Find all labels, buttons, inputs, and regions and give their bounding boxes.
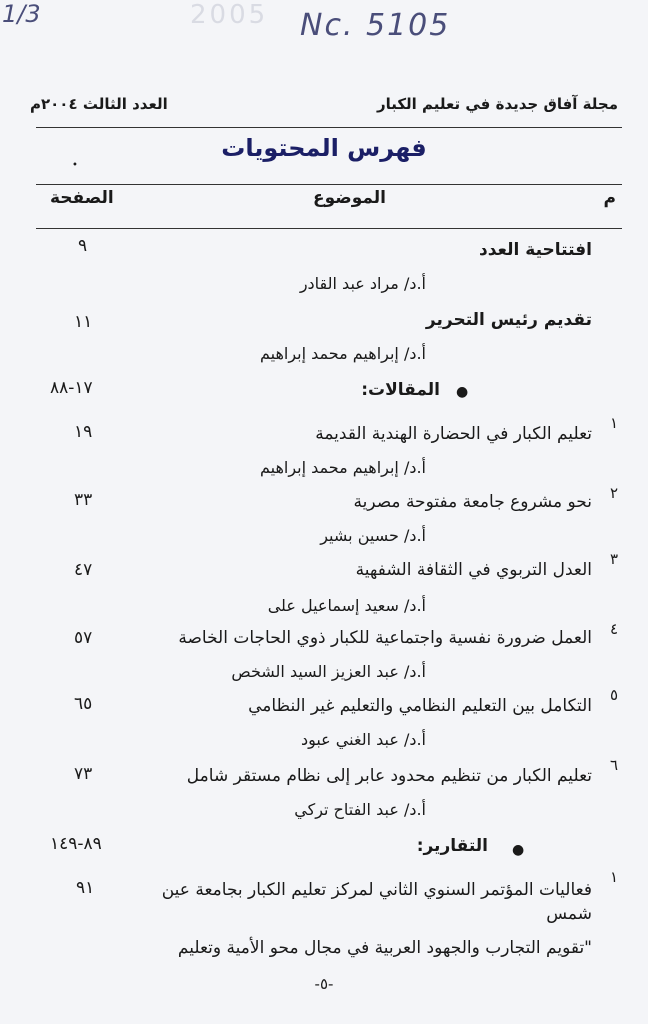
toc-entry-page: ٩١	[76, 878, 95, 898]
section-page-range: ٨٩-١٤٩	[50, 834, 102, 854]
toc-entry-page: ٤٧	[74, 560, 93, 580]
toc-entry-author: أ.د/ عبد الغني عبود	[300, 730, 426, 749]
toc-entry-title: افتتاحية العدد	[479, 240, 592, 260]
toc-entry-title: التكامل بين التعليم النظامي والتعليم غير النظامي	[248, 696, 592, 716]
toc-entry-author: أ.د/ سعيد إسماعيل على	[267, 596, 426, 615]
toc-entry-title: تعليم الكبار في الحضارة الهندية القديمة	[315, 424, 592, 444]
toc-entry-author: أ.د/ عبد الفتاح تركي	[294, 800, 426, 819]
issue-label: العدد الثالث ٢٠٠٤م	[30, 95, 168, 113]
toc-entry-author: أ.د/ إبراهيم محمد إبراهيم	[259, 458, 426, 477]
column-number-header: م	[603, 188, 616, 208]
toc-entry-title: "تقويم التجارب والجهود العربية في مجال محو الأمية وتعليم	[177, 938, 592, 958]
toc-entry-page: ٧٣	[74, 764, 93, 784]
bullet-icon: ●	[512, 842, 525, 858]
toc-entry-page: ٦٥	[74, 694, 93, 714]
title-divider	[36, 184, 622, 185]
toc-entry-number: ٢	[609, 484, 618, 502]
toc-entry-page: ٩	[78, 236, 88, 256]
toc-entry-title: تقديم رئيس التحرير	[425, 310, 592, 330]
columns-divider	[36, 228, 622, 229]
toc-entry-title: تعليم الكبار من تنظيم محدود عابر إلى نظام مستقر شامل	[186, 766, 592, 786]
toc-entry-title: العمل ضرورة نفسية واجتماعية للكبار ذوي الحاجات الخاصة	[178, 628, 592, 648]
toc-entry-title: نحو مشروع جامعة مفتوحة مصرية	[353, 492, 592, 512]
handwritten-page-note: 1/3	[2, 0, 41, 28]
bullet-icon: ●	[456, 384, 469, 400]
header-divider	[36, 127, 622, 128]
toc-entry-author: أ.د/ إبراهيم محمد إبراهيم	[259, 344, 426, 363]
running-header	[30, 90, 618, 118]
section-page-range: ١٧-٨٨	[50, 378, 93, 398]
toc-entry-page: ١٩	[74, 422, 93, 442]
toc-entry-page: ٥٧	[74, 628, 93, 648]
page-number: -٥-	[314, 975, 334, 993]
toc-entry-number: ١	[609, 414, 618, 432]
toc-entry-number: ٣	[609, 550, 618, 568]
toc-entry-author: أ.د/ مراد عبد القادر	[299, 274, 426, 293]
toc-entry-author: أ.د/ حسين بشير	[320, 526, 426, 545]
section-heading-reports: التقارير:	[416, 836, 488, 856]
toc-title: فهرس المحتويات	[221, 134, 427, 162]
ghost-stamp: 2005	[190, 0, 269, 30]
handwritten-catalog-number: Nc. 5105	[300, 8, 451, 43]
toc-entry-author: أ.د/ عبد العزيز السيد الشخص	[231, 662, 426, 681]
toc-entry-number: ٤	[609, 620, 618, 638]
section-heading-articles: المقالات:	[361, 380, 440, 400]
toc-entry-title: العدل التربوي في الثقافة الشفهية	[355, 560, 592, 580]
toc-entry-page: ١١	[74, 312, 93, 332]
toc-entry-number: ١	[609, 868, 618, 886]
toc-entry-number: ٥	[609, 686, 618, 704]
toc-entry-title: فعاليات المؤتمر السنوي الثاني لمركز تعليم الكبار بجامعة عين شمس	[161, 880, 592, 924]
column-page-header: الصفحة	[50, 188, 114, 208]
toc-entry-page: ٣٣	[74, 490, 93, 510]
column-topic-header: الموضوع	[313, 188, 386, 208]
stray-dot: •	[72, 160, 78, 171]
journal-title: مجلة آفاق جديدة في تعليم الكبار	[376, 95, 618, 113]
toc-entry-number: ٦	[609, 756, 618, 774]
